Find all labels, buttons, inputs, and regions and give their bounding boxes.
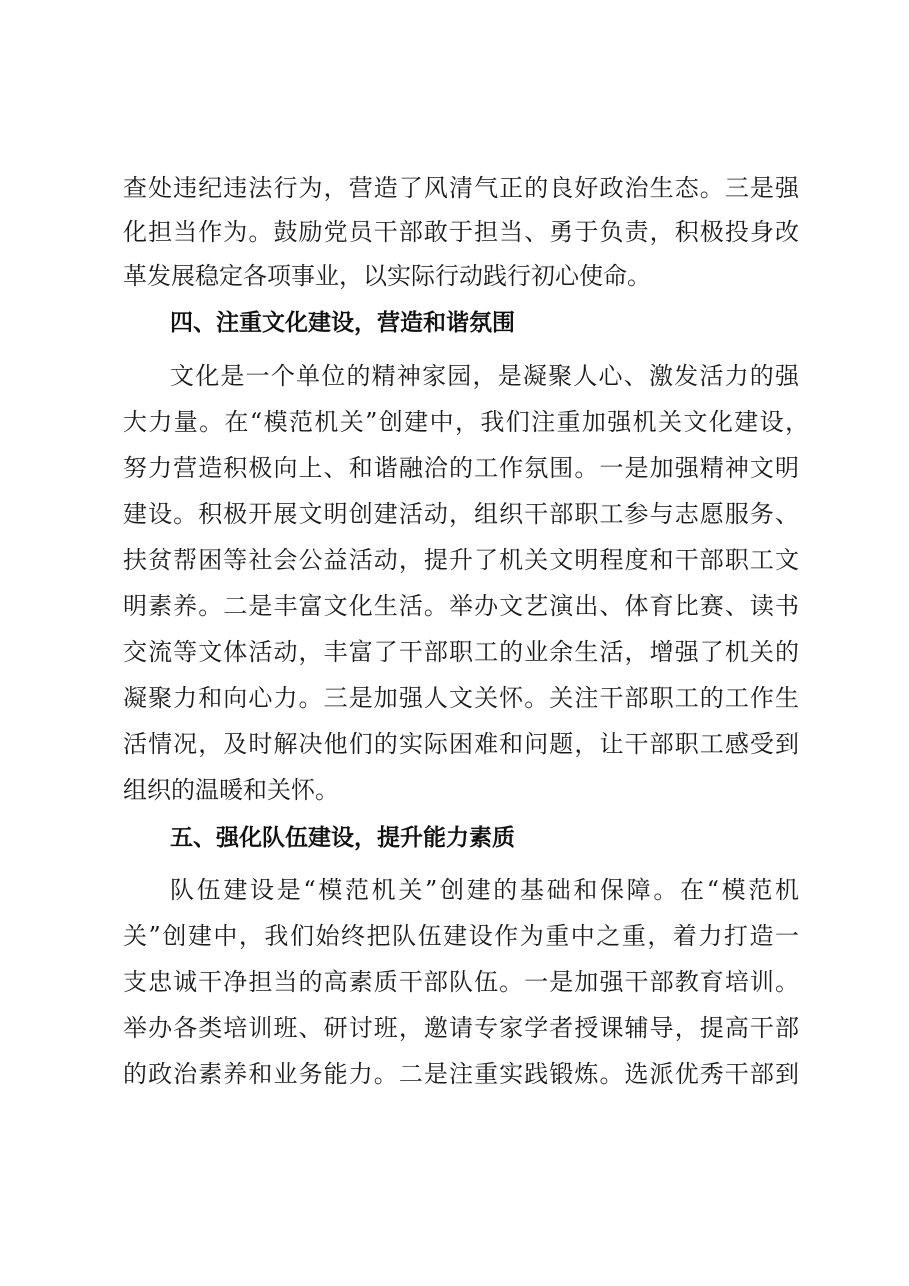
paragraph-line: 组织的温暖和关怀。 — [123, 776, 339, 804]
paragraph-line: 建设。积极开展文明创建活动，组织干部职工参与志愿服务、 — [123, 500, 799, 528]
section-heading-4: 四、注重文化建设，营造和谐氛围 — [170, 310, 515, 336]
paragraph-line: 交流等文体活动，丰富了干部职工的业余生活，增强了机关的 — [123, 638, 799, 666]
paragraph-line: 举办各类培训班、研讨班，邀请专家学者授课辅导，提高干部 — [123, 1014, 799, 1042]
section-heading-5: 五、强化队伍建设，提升能力素质 — [170, 825, 515, 851]
paragraph-line: 明素养。二是丰富文化生活。举办文艺演出、体育比赛、读书 — [123, 592, 799, 620]
paragraph-line: 支忠诚干净担当的高素质干部队伍。一是加强干部教育培训。 — [123, 968, 799, 996]
paragraph-line: 队伍建设是“模范机关”创建的基础和保障。在“模范机 — [170, 876, 799, 904]
paragraph-line: 革发展稳定各项事业，以实际行动践行初心使命。 — [123, 262, 651, 290]
paragraph-line: 大力量。在“模范机关”创建中，我们注重加强机关文化建设， — [123, 408, 809, 436]
paragraph-line: 凝聚力和向心力。三是加强人文关怀。关注干部职工的工作生 — [123, 684, 799, 712]
paragraph-line: 文化是一个单位的精神家园，是凝聚人心、激发活力的强 — [170, 362, 799, 390]
paragraph-line: 关”创建中，我们始终把队伍建设作为重中之重，着力打造一 — [123, 922, 799, 950]
paragraph-line: 查处违纪违法行为，营造了风清气正的良好政治生态。三是强 — [123, 174, 799, 202]
paragraph-line: 扶贫帮困等社会公益活动，提升了机关文明程度和干部职工文 — [123, 546, 799, 574]
paragraph-line: 活情况，及时解决他们的实际困难和问题，让干部职工感受到 — [123, 730, 799, 758]
paragraph-line: 努力营造积极向上、和谐融洽的工作氛围。一是加强精神文明 — [123, 454, 799, 482]
paragraph-line: 化担当作为。鼓励党员干部敢于担当、勇于负责，积极投身改 — [123, 218, 799, 246]
paragraph-line: 的政治素养和业务能力。二是注重实践锻炼。选派优秀干部到 — [123, 1060, 799, 1088]
